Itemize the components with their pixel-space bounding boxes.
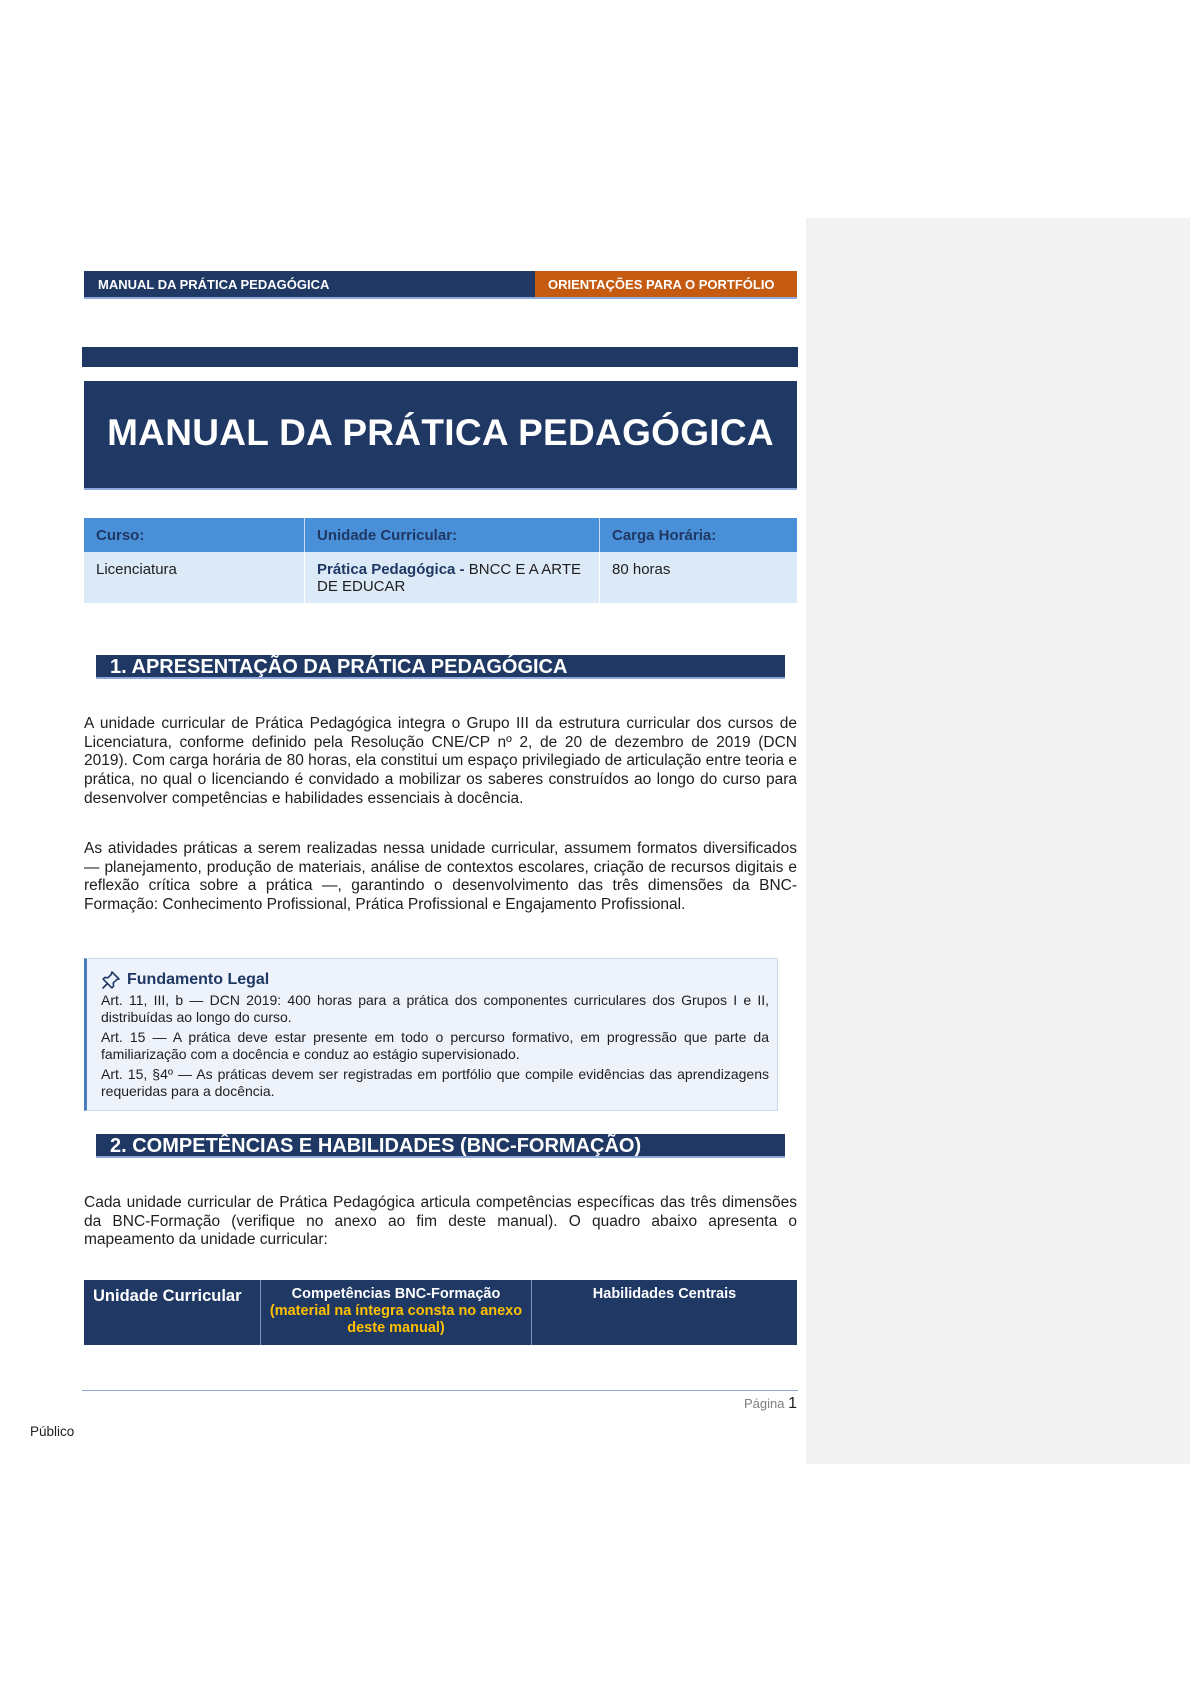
callout-item: Art. 15 — A prática deve estar presente em todo o percurso formativo, em progressão que parte da familiarização com a docência e conduz ao estágio supervisionado. xyxy=(101,1029,769,1062)
document-title: MANUAL DA PRÁTICA PEDAGÓGICA xyxy=(84,381,797,490)
section-2-heading: 2. COMPETÊNCIAS E HABILIDADES (BNC-FORMAÇÃO) xyxy=(96,1134,785,1158)
competencias-note: (material na íntegra consta no anexo deste manual) xyxy=(269,1303,523,1336)
header-left-label: MANUAL DA PRÁTICA PEDAGÓGICA xyxy=(84,271,535,299)
section-1-heading: 1. APRESENTAÇÃO DA PRÁTICA PEDAGÓGICA xyxy=(96,655,785,679)
footer-divider xyxy=(82,1390,798,1391)
course-info-table xyxy=(84,518,797,603)
header-curso: Curso: xyxy=(84,518,305,552)
page-number-value: 1 xyxy=(788,1395,797,1412)
unidade-rest: BNCC E A ARTE DE EDUCAR xyxy=(317,561,581,595)
classification-label: Público xyxy=(30,1424,75,1439)
header-competencias xyxy=(261,1280,532,1345)
cell-unidade xyxy=(305,552,600,603)
page-label: Página xyxy=(743,1396,785,1411)
section-1-paragraph-2: As atividades práticas a serem realizadas nessa unidade curricular, assumem formatos diversificados — planejamento, produção de materiais, análise de contextos escolares, criação de recursos digitais e reflexão crítica sobre a prática —, garantindo o desenvolvimento das três dimensões da BNC-Formação: Conhecimento Profissional, Prática Profissional e Engajamento Profissional. xyxy=(84,840,797,914)
running-header xyxy=(84,271,797,299)
competencies-table xyxy=(84,1280,797,1345)
cell-carga: 80 horas xyxy=(600,552,798,603)
header-unidade: Unidade Curricular: xyxy=(305,518,600,552)
page-number xyxy=(744,1395,797,1413)
pushpin-icon xyxy=(101,970,121,990)
decorative-band xyxy=(82,347,798,367)
callout-item: Art. 11, III, b — DCN 2019: 400 horas para a prática dos componentes curriculares dos Grupos I e II, distribuídas ao longo do curso. xyxy=(101,992,769,1025)
header-right-label: ORIENTAÇÕES PARA O PORTFÓLIO xyxy=(535,271,797,299)
header-carga: Carga Horária: xyxy=(600,518,798,552)
callout-item: Art. 15, §4º — As práticas devem ser registradas em portfólio que compile evidências das aprendizagens requeridas para a docência. xyxy=(101,1066,769,1099)
table-header-row xyxy=(84,1280,797,1345)
legal-basis-callout xyxy=(84,958,778,1111)
unidade-strong: Prática Pedagógica - xyxy=(317,561,465,578)
callout-title-row xyxy=(101,970,769,990)
header-habilidades: Habilidades Centrais xyxy=(532,1280,798,1345)
section-1-paragraph-1: A unidade curricular de Prática Pedagógica integra o Grupo III da estrutura curricular dos cursos de Licenciatura, conforme definido pela Resolução CNE/CP nº 2, de 20 de dezembro de 2019 (DCN 2019). Com carga horária de 80 horas, ela constitui um espaço privilegiado de articulação entre teoria e prática, no qual o licenciando é convidado a mobilizar os saberes construídos ao longo do curso para desenvolver competências e habilidades essenciais à docência. xyxy=(84,715,797,807)
table-row xyxy=(84,552,797,603)
section-2-paragraph: Cada unidade curricular de Prática Pedagógica articula competências específicas das três dimensões da BNC-Formação (verifique no anexo ao fim deste manual). O quadro abaixo apresenta o mapeamento da unidade curricular: xyxy=(84,1194,797,1249)
comment-pane xyxy=(806,218,1190,1464)
cell-curso: Licenciatura xyxy=(84,552,305,603)
table-header-row xyxy=(84,518,797,552)
header-unidade-curricular: Unidade Curricular xyxy=(93,1287,242,1305)
competencias-title: Competências BNC-Formação xyxy=(291,1286,501,1302)
callout-title: Fundamento Legal xyxy=(127,971,270,988)
